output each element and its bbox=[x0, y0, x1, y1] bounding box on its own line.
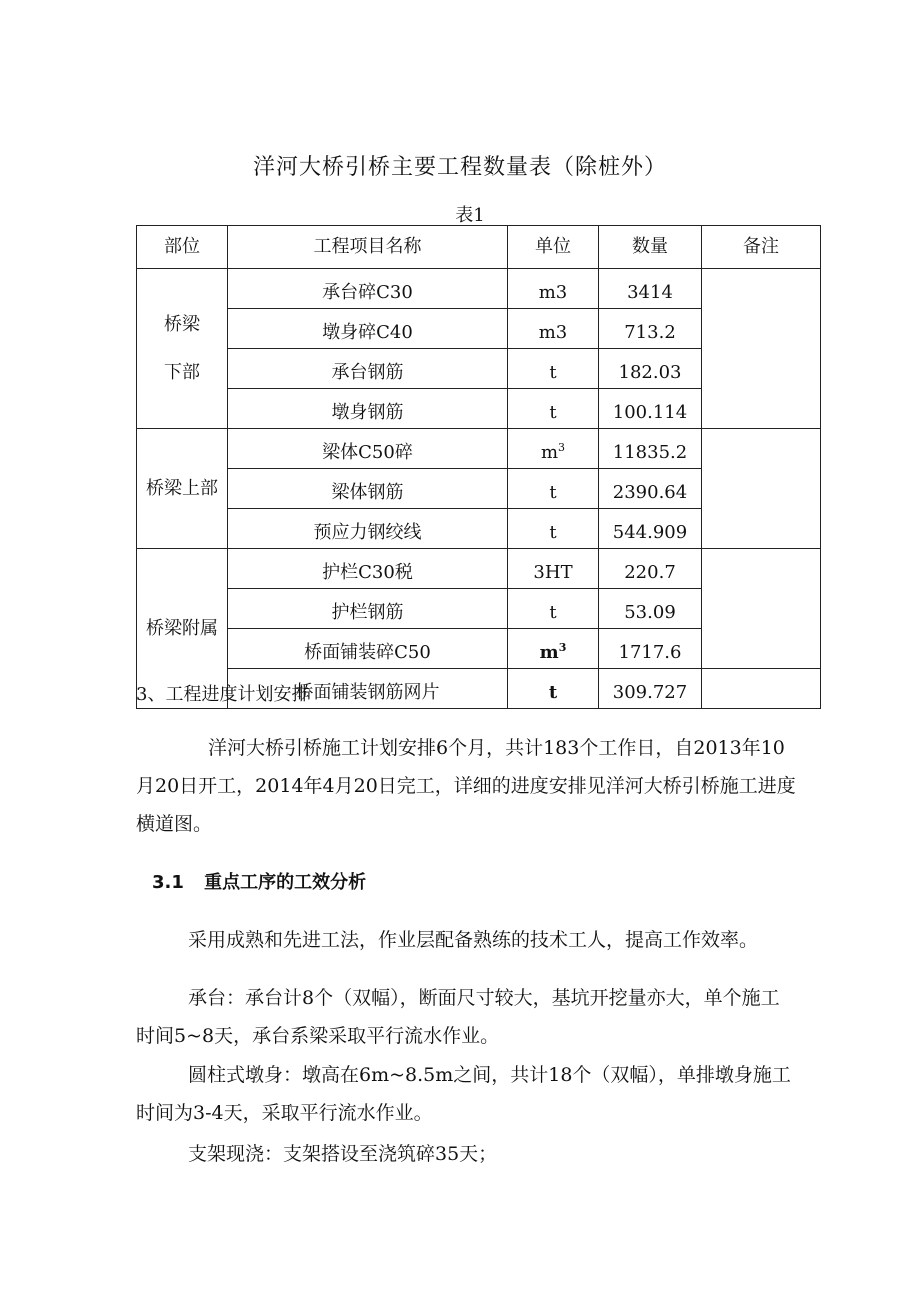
item-name: 墩身钢筋 bbox=[228, 389, 508, 429]
table-header-row bbox=[137, 226, 821, 269]
item-name: 承台碎C30 bbox=[228, 269, 508, 309]
paragraph-line: 时间5~8天，承台系梁采取平行流水作业。 bbox=[136, 1025, 500, 1047]
item-unit: $m^3$ bbox=[508, 629, 599, 669]
paragraph bbox=[136, 729, 836, 843]
subsection-title: 重点工序的工效分析 bbox=[204, 872, 367, 893]
item-qty: 1717.6 bbox=[599, 629, 702, 669]
item-qty: 182.03 bbox=[599, 349, 702, 389]
table-row bbox=[137, 429, 821, 469]
item-unit: t bbox=[508, 389, 599, 429]
header-cell: 工程项目名称 bbox=[228, 226, 508, 269]
item-unit: $m^3$ bbox=[508, 429, 599, 469]
item-unit: 3HT bbox=[508, 549, 599, 589]
item-unit: t bbox=[508, 469, 599, 509]
paragraph-line: 横道图。 bbox=[136, 813, 213, 835]
item-qty: 220.7 bbox=[599, 549, 702, 589]
part-cell bbox=[137, 429, 228, 549]
item-qty: 3414 bbox=[599, 269, 702, 309]
item-unit: t bbox=[508, 589, 599, 629]
page-title: 洋河大桥引桥主要工程数量表（除桩外） bbox=[252, 155, 667, 180]
item-unit: m3 bbox=[508, 309, 599, 349]
paragraph-line: 月20日开工，2014年4月20日完工，详细的进度安排见洋河大桥引桥施工进度 bbox=[136, 775, 796, 797]
part-label: 桥梁 bbox=[164, 313, 200, 335]
table-row bbox=[137, 549, 821, 589]
paragraph-line: 洋河大桥引桥施工计划安排6个月，共计183个工作日，自2013年10 bbox=[208, 737, 785, 759]
paragraph: 支架现浇：支架搭设至浇筑碎35天； bbox=[188, 1143, 498, 1165]
item-qty: 11835.2 bbox=[599, 429, 702, 469]
item-qty: 2390.64 bbox=[599, 469, 702, 509]
item-unit: m3 bbox=[508, 269, 599, 309]
header-cell: 数量 bbox=[599, 226, 702, 269]
paragraph-line: 时间为3-4天，采取平行流水作业。 bbox=[136, 1102, 433, 1124]
item-qty: 309.727 bbox=[599, 669, 702, 709]
part-label: 桥梁上部 bbox=[146, 477, 218, 499]
item-name: 梁体钢筋 bbox=[228, 469, 508, 509]
item-unit: t bbox=[508, 509, 599, 549]
item-qty: 53.09 bbox=[599, 589, 702, 629]
paragraph-line: 承台：承台计8个（双幅），断面尺寸较大，基坑开挖量亦大，单个施工 bbox=[188, 987, 780, 1009]
item-qty: 100.114 bbox=[599, 389, 702, 429]
quantity-table bbox=[136, 225, 821, 709]
paragraph bbox=[136, 979, 836, 1055]
header-cell: 部位 bbox=[137, 226, 228, 269]
subsection-number: 3.1 bbox=[152, 872, 184, 893]
item-name: 桥面铺装钢筋网片 bbox=[228, 669, 508, 709]
item-unit: t bbox=[508, 669, 599, 709]
item-qty: 713.2 bbox=[599, 309, 702, 349]
table-row bbox=[137, 269, 821, 309]
header-cell: 单位 bbox=[508, 226, 599, 269]
item-name: 承台钢筋 bbox=[228, 349, 508, 389]
paragraph-line: 圆柱式墩身：墩高在6m~8.5m之间，共计18个（双幅），单排墩身施工 bbox=[188, 1064, 791, 1086]
remark-cell bbox=[702, 429, 821, 549]
subsection-heading bbox=[152, 868, 366, 894]
table-label: 表1 bbox=[455, 205, 485, 226]
item-name: 梁体C50碎 bbox=[228, 429, 508, 469]
part-label: 桥梁附属 bbox=[146, 617, 218, 639]
item-name: 墩身碎C40 bbox=[228, 309, 508, 349]
section-heading: 3、工程进度计划安排 bbox=[136, 684, 310, 705]
paragraph bbox=[136, 1056, 836, 1132]
item-qty: 544.909 bbox=[599, 509, 702, 549]
item-name: 预应力钢绞线 bbox=[228, 509, 508, 549]
item-name: 护栏钢筋 bbox=[228, 589, 508, 629]
part-label: 下部 bbox=[164, 361, 200, 383]
remark-cell bbox=[702, 269, 821, 429]
paragraph: 采用成熟和先进工法，作业层配备熟练的技术工人，提高工作效率。 bbox=[188, 929, 759, 951]
header-cell: 备注 bbox=[702, 226, 821, 269]
part-cell bbox=[137, 269, 228, 429]
item-unit: t bbox=[508, 349, 599, 389]
item-name: 护栏C30税 bbox=[228, 549, 508, 589]
remark-cell bbox=[702, 549, 821, 669]
item-name: 桥面铺装碎C50 bbox=[228, 629, 508, 669]
